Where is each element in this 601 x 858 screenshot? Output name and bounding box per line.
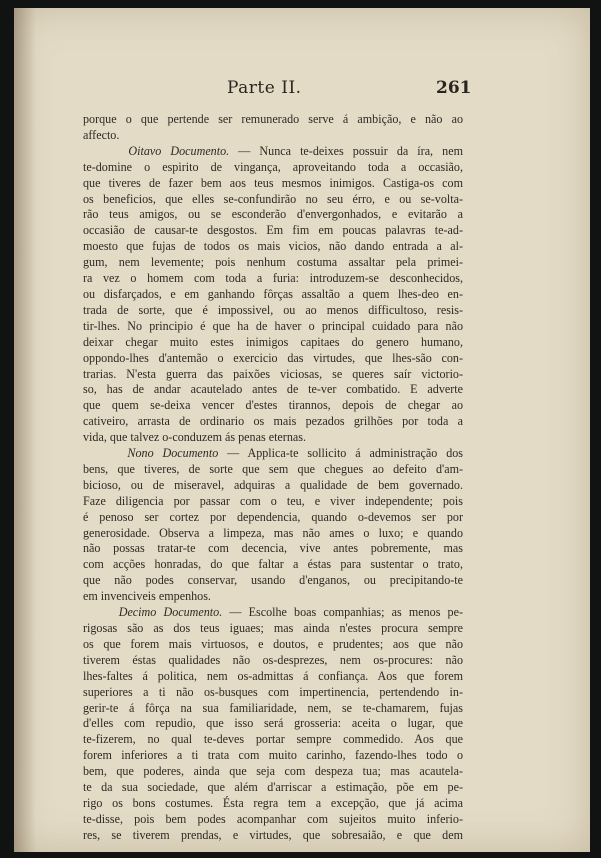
running-head-title: Parte II. — [227, 78, 302, 98]
line-text: ou disfarçados, e em ganhando fôrças assaltão a quem lhes-deo en- — [83, 286, 463, 301]
line-text: trada de sorte, que é impossivel, ou ao menos difficultoso, resis- — [83, 302, 463, 317]
line-text: ra vez o homem com toda a furia: introduzem-se desconhecidos, — [83, 271, 463, 286]
text-line — [83, 510, 463, 526]
line-text: porque o que pertende ser remunerado serve á ambição, e não ao — [83, 112, 463, 126]
line-text: res, se tiverem prendas, e virtudes, que sobresaião, e que dem — [83, 827, 463, 842]
line-text: é penoso ser cortez por dependencia, quando o-devemos ser por — [83, 509, 463, 524]
line-text: os beneficios, que elles se-confundirão no seu érro, e ou se-volta- — [83, 191, 463, 206]
text-line — [83, 526, 463, 542]
body-text — [83, 112, 463, 844]
line-text: — Nunca te-deixes possuir da íra, nem — [229, 143, 463, 158]
text-line — [83, 701, 463, 717]
text-line — [83, 478, 463, 494]
paragraph — [83, 112, 463, 144]
text-line — [83, 748, 463, 764]
text-line — [83, 351, 463, 367]
line-text: so, has de andar acautelado antes de te-ver combatido. E adverte — [83, 382, 463, 397]
section-heading: Nono Documento — [83, 446, 219, 461]
text-line — [83, 382, 463, 398]
line-text: Faze diligencia por passar com o teu, e viver independente; pois — [83, 493, 463, 508]
text-line — [83, 557, 463, 573]
text-line — [83, 271, 463, 287]
line-text: d'elles com repudio, que isso será grosseria: aceita o lugar, que — [83, 716, 463, 731]
text-line — [83, 653, 463, 669]
line-text: — Applica-te sollicito á administração dos — [218, 446, 463, 461]
line-text: que tiveres de fazer bem aos teus mesmos inimigos. Castiga-os com — [83, 175, 463, 190]
book-page — [14, 8, 590, 852]
text-line — [83, 335, 463, 351]
text-line — [83, 255, 463, 271]
text-line — [83, 796, 463, 812]
text-line — [83, 128, 463, 144]
section-heading: Oitavo Documento. — [83, 143, 230, 158]
text-line — [83, 223, 463, 239]
text-line — [83, 446, 463, 462]
text-line — [83, 605, 463, 621]
line-text: tir-lhes. No principio é que ha de haver o principal cuidado para não — [83, 318, 463, 333]
text-line — [83, 112, 463, 128]
section-heading: Decimo Documento. — [83, 605, 223, 620]
line-text: rigo os bons costumes. Ésta regra tem a excepção, que já acima — [83, 795, 463, 810]
text-line — [83, 430, 463, 446]
line-text: vida, que talvez o-conduzem ás penas eternas. — [83, 430, 306, 445]
line-text: te da sua sociedade, que além d'arriscar a estimação, põe em pe- — [83, 780, 463, 795]
text-line — [83, 780, 463, 796]
text-line — [83, 621, 463, 637]
text-line — [83, 669, 463, 685]
line-text: que não podes conservar, usando d'enganos, ou precipitando-te — [83, 573, 463, 588]
line-text: que quem se-deixa vencer d'estes tirannos, depois de chegar ao — [83, 398, 463, 413]
paragraph — [83, 446, 463, 605]
text-line — [83, 637, 463, 653]
line-text: rão teus amigos, ou se esconderão d'envergonhados, e evitarão a — [83, 207, 463, 222]
text-line — [83, 414, 463, 430]
line-text: trarias. N'esta guerra das paixões viciosas, se queres saír victorio- — [83, 366, 463, 381]
paragraph — [83, 144, 463, 446]
text-line — [83, 716, 463, 732]
line-text: moesto que fujas de todos os mais vicios, não dando entrada a al- — [83, 239, 463, 254]
text-line — [83, 828, 463, 844]
line-text: superiores a ti não os-busques com impertinencia, pertendendo in- — [83, 684, 463, 699]
text-line — [83, 287, 463, 303]
text-line — [83, 573, 463, 589]
line-text: forem inferiores a ti trata com muito carinho, fazendo-lhes todo o — [83, 748, 463, 763]
line-text: generosidade. Observa a limpeza, mas não ames o luxo; e quando — [83, 525, 463, 540]
text-line — [83, 462, 463, 478]
text-line — [83, 144, 463, 160]
page-number: 261 — [436, 78, 472, 98]
line-text: affecto. — [83, 127, 120, 142]
text-line — [83, 367, 463, 383]
line-text: bens, que tiveres, de sorte que sem que chegues ao defeito d'am- — [83, 461, 463, 476]
line-text: lhes-faltes á politica, nem os-admittas á confiança. Aos que forem — [83, 668, 463, 683]
text-line — [83, 764, 463, 780]
line-text: tiverem éstas qualidades não os-desprezes, nem os-procures: não — [83, 652, 463, 667]
line-text: em invenciveis empenhos. — [83, 589, 211, 604]
text-line — [83, 207, 463, 223]
line-text: te-fizerem, no qual te-deves portar sempre commedido. Aos que — [83, 732, 463, 747]
line-text: — Escolhe boas companhias; as menos pe- — [222, 605, 463, 620]
text-line — [83, 303, 463, 319]
line-text: oppondo-lhes d'antemão o exercicio das virtudes, que lhes-são con- — [83, 350, 463, 365]
text-line — [83, 732, 463, 748]
line-text: com acções honradas, do que faltar a éstas para sustentar o trato, — [83, 557, 463, 572]
text-line — [83, 812, 463, 828]
text-line — [83, 160, 463, 176]
text-line — [83, 176, 463, 192]
line-text: occasião de causar-te desgostos. Em fim em poucas palavras te-ad- — [83, 223, 463, 238]
line-text: te-disse, pois bem podes acompanhar com sujeitos muito inferio- — [83, 811, 463, 826]
line-text: gerir-te á fôrça na sua familiaridade, nem, se te-chamarem, fujas — [83, 700, 463, 715]
line-text: bem, que poderes, ainda que seja com despeza tua; mas acautela- — [83, 764, 463, 779]
text-line — [83, 589, 463, 605]
line-text: gum, nem levemente; pois nenhum costuma assaltar pela primei- — [83, 255, 463, 270]
line-text: deixar chegar muito estes inimigos capitaes do genero humano, — [83, 334, 463, 349]
text-line — [83, 319, 463, 335]
text-line — [83, 541, 463, 557]
line-text: cativeiro, arrasta de ordinario os mais pezados grilhões por toda a — [83, 414, 463, 429]
text-line — [83, 192, 463, 208]
line-text: te-domine o espirito de vingança, aproveitando toda a occasião, — [83, 159, 463, 174]
line-text: rigosas são as dos teus iguaes; mas ainda n'estes procura sempre — [83, 621, 463, 635]
text-line — [83, 494, 463, 510]
line-text: os que forem mais virtuosos, e doutos, e prudentes; aos que não — [83, 636, 463, 651]
line-text: não possas tratar-te com decencia, vive antes pobremente, mas — [83, 541, 463, 556]
paragraph — [83, 605, 463, 844]
line-text: bicioso, ou de miseravel, adquiras a qualidade de bem governado. — [83, 477, 463, 492]
text-line — [83, 685, 463, 701]
text-line — [83, 239, 463, 255]
text-line — [83, 398, 463, 414]
running-head — [14, 78, 590, 102]
